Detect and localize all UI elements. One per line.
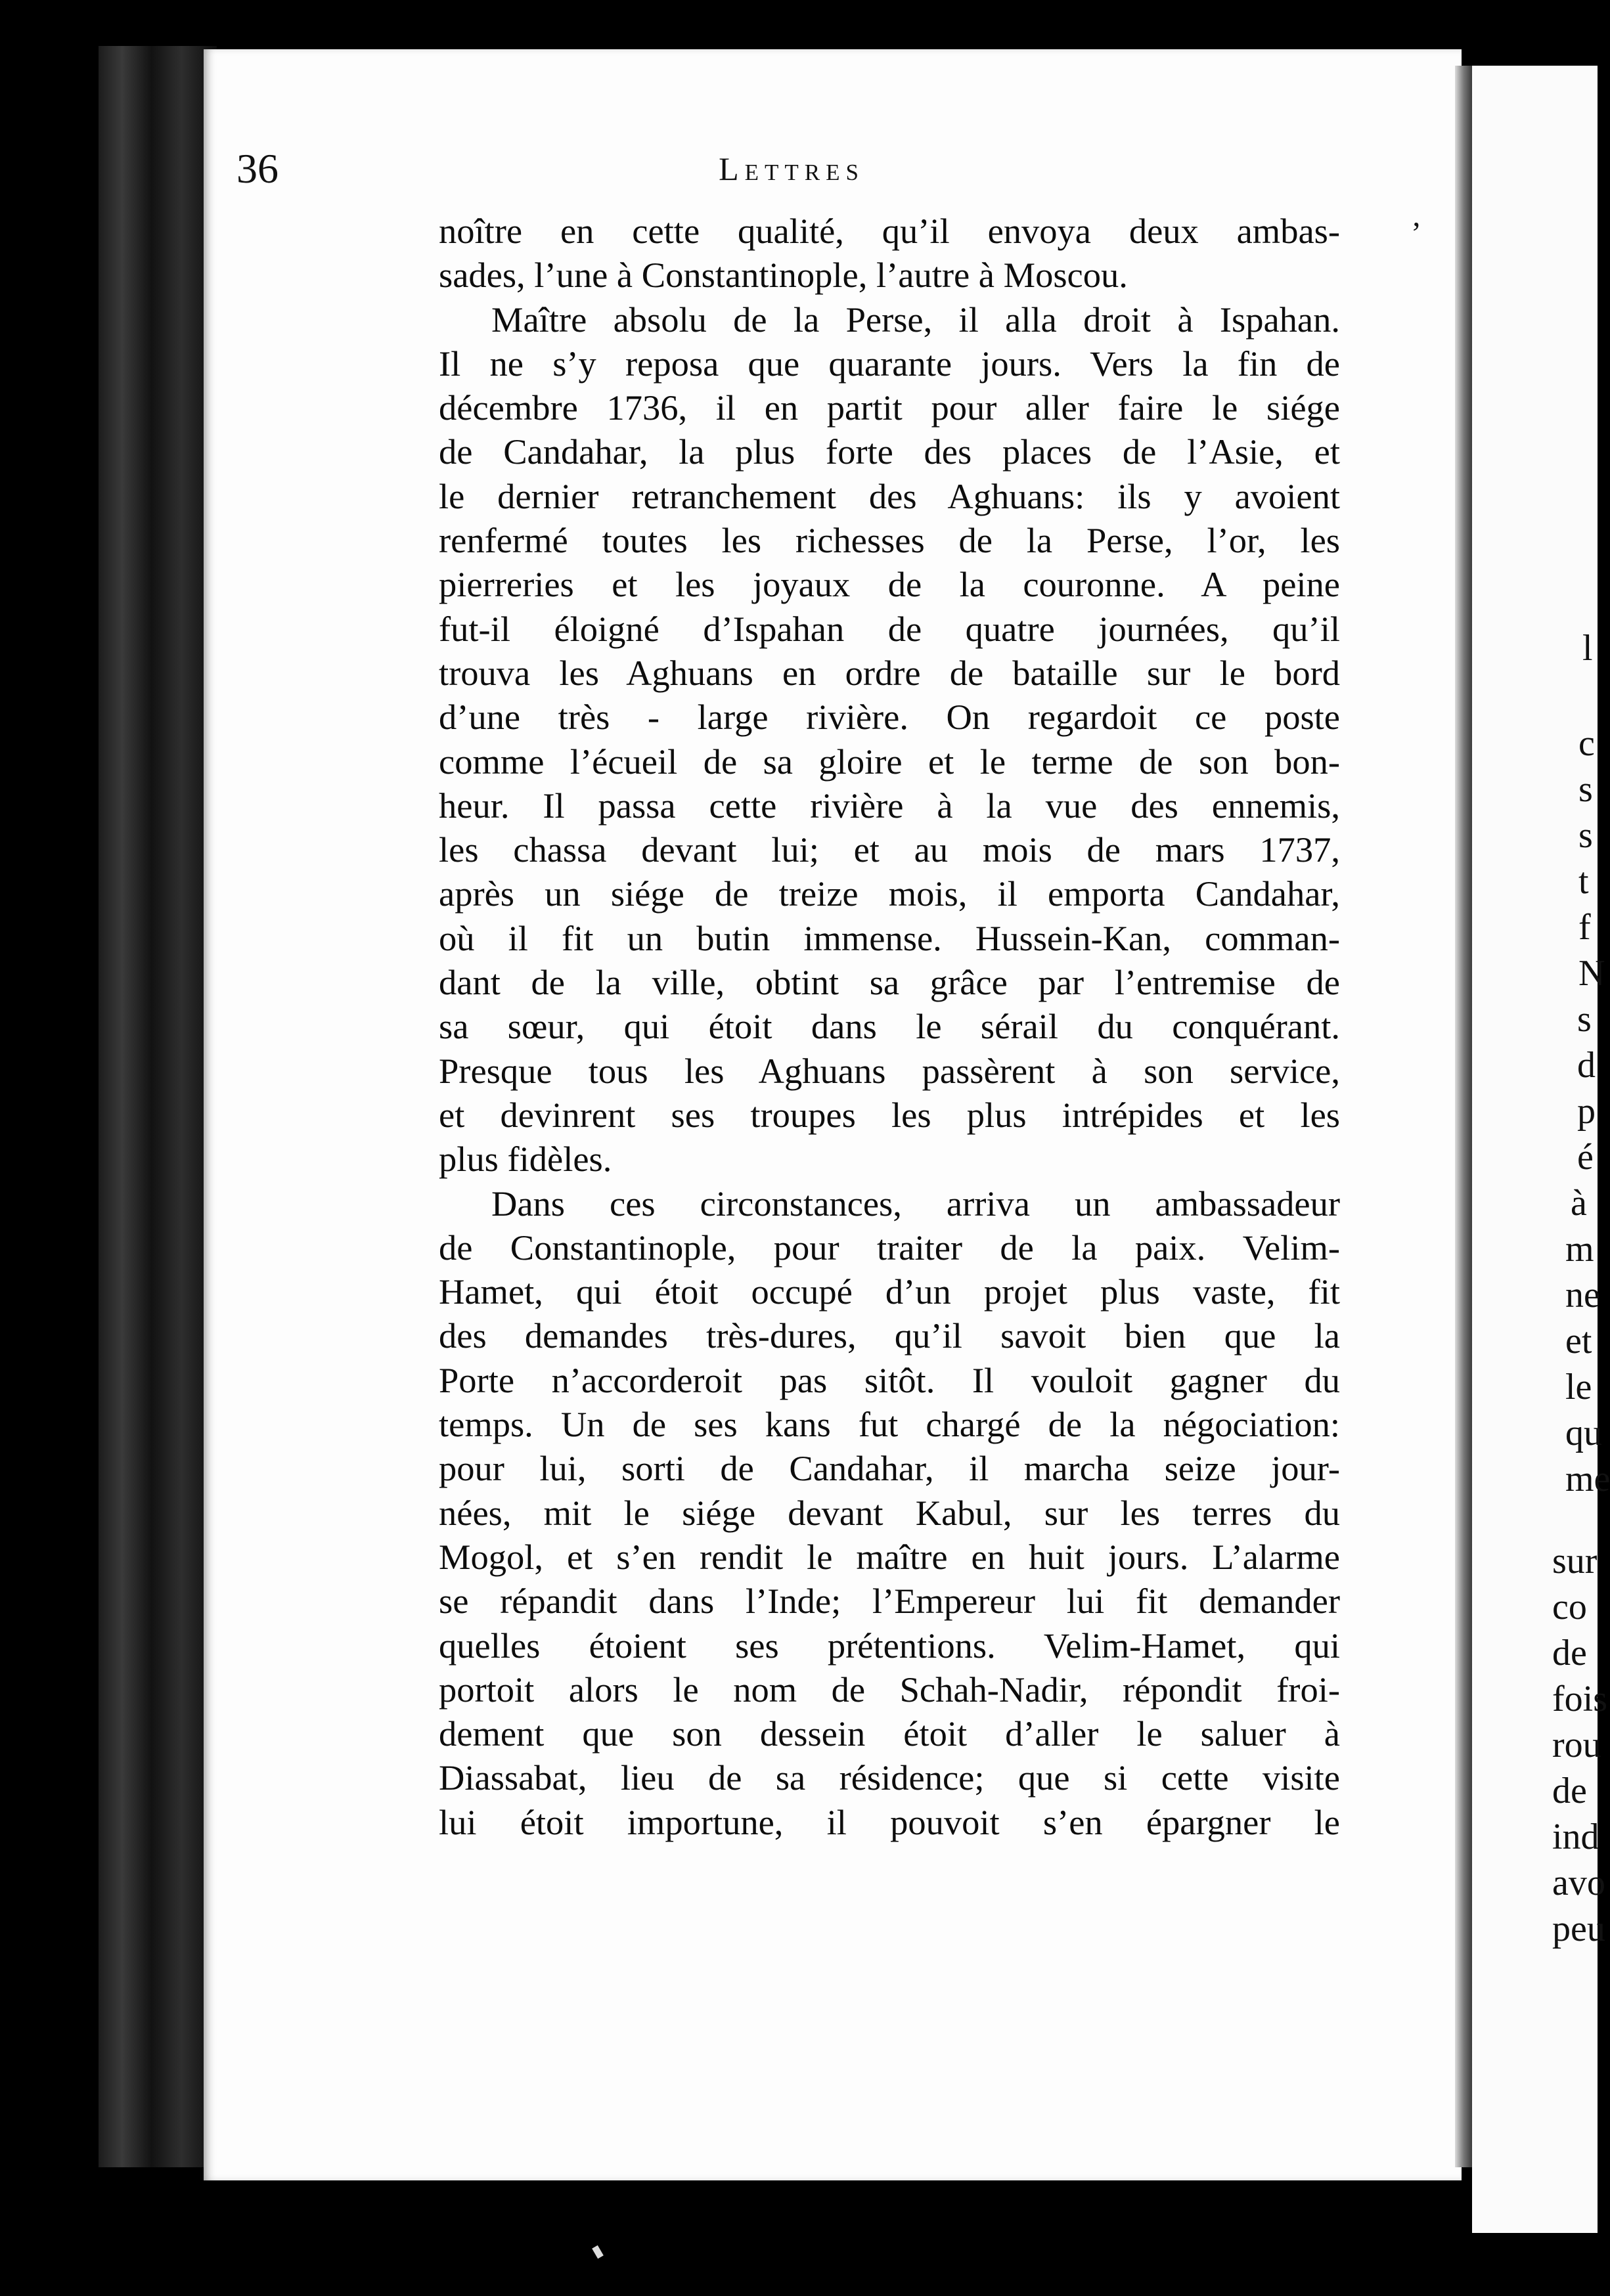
facing-fragment: me (1565, 1459, 1610, 1499)
text-line: dement que son dessein étoit d’aller le saluer à (439, 1713, 1340, 1754)
facing-fragment: f (1578, 907, 1591, 948)
text-line: Mogol, et s’en rendit le maître en huit jours. L’alarme (439, 1536, 1340, 1577)
text-line: pierreries et les joyaux de la couronne. A peine (439, 564, 1340, 605)
facing-fragment: avo (1552, 1863, 1605, 1903)
facing-fragment: de (1552, 1771, 1587, 1811)
facing-fragment: l (1582, 628, 1593, 669)
facing-fragment: d (1577, 1045, 1596, 1086)
text-line: sa sœur, qui étoit dans le sérail du conquérant. (439, 1006, 1340, 1047)
facing-fragment: à (1571, 1183, 1587, 1224)
body-text (439, 209, 1340, 1844)
text-line: nées, mit le siége devant Kabul, sur les terres du (439, 1492, 1340, 1533)
facing-fragment: s (1578, 815, 1593, 856)
facing-fragment: ind (1552, 1817, 1599, 1857)
facing-page (1472, 66, 1610, 2233)
text-line: comme l’écueil de sa gloire et le terme de son bon- (439, 741, 1340, 782)
text-line: des demandes très-dures, qu’il savoit bien que la (439, 1315, 1340, 1356)
page-number: 36 (236, 145, 279, 192)
running-title: Lettres (719, 150, 864, 187)
facing-fragment: peu (1552, 1909, 1605, 1949)
text-line: sades, l’une à Constantinople, l’autre à Moscou. (439, 255, 1128, 296)
facing-fragment: sur (1552, 1541, 1598, 1581)
facing-fragment: ne (1565, 1275, 1600, 1315)
facing-fragment: t (1578, 861, 1589, 902)
facing-fragment: co (1552, 1587, 1587, 1627)
text-line: temps. Un de ses kans fut chargé de la négociation: (439, 1404, 1340, 1445)
text-line: Dans ces circonstances, arriva un ambassadeur (491, 1183, 1340, 1224)
stray-mark: ʼ (1411, 216, 1421, 251)
text-line: plus fidèles. (439, 1139, 612, 1180)
text-line: décembre 1736, il en partit pour aller faire le siége (439, 387, 1340, 428)
book-spine-edge (99, 46, 217, 2167)
text-line: Diassabat, lieu de sa résidence; que si cette visite (439, 1757, 1340, 1798)
text-line: les chassa devant lui; et au mois de mars 1737, (439, 829, 1340, 870)
text-line: dant de la ville, obtint sa grâce par l’entremise de (439, 962, 1340, 1003)
facing-fragment: fois (1552, 1679, 1607, 1719)
facing-fragment: p (1577, 1091, 1596, 1132)
facing-fragment: c (1578, 723, 1595, 764)
text-line: d’une très - large rivière. On regardoit ce poste (439, 697, 1340, 738)
text-line: quelles étoient ses prétentions. Velim-Hamet, qui (439, 1625, 1340, 1666)
facing-fragment: de (1552, 1633, 1587, 1673)
text-line: de Candahar, la plus forte des places de l’Asie, et (439, 431, 1340, 472)
text-line: lui étoit importune, il pouvoit s’en épargner le (439, 1801, 1340, 1842)
facing-fragment: qu (1565, 1413, 1602, 1453)
page-edge-shadow (1455, 66, 1472, 2167)
facing-fragment: s (1578, 769, 1593, 810)
text-line: pour lui, sorti de Candahar, il marcha seize jour- (439, 1448, 1340, 1489)
text-line: Il ne s’y reposa que quarante jours. Vers la fin de (439, 343, 1340, 384)
text-line: Presque tous les Aghuans passèrent à son service, (439, 1050, 1340, 1091)
facing-fragment: et (1565, 1321, 1592, 1361)
facing-fragment: é (1577, 1137, 1594, 1178)
text-line: fut-il éloigné d’Ispahan de quatre journées, qu’il (439, 608, 1340, 649)
text-line: Maître absolu de la Perse, il alla droit à Ispahan. (491, 299, 1340, 340)
text-line: après un siége de treize mois, il emporta Candahar, (439, 873, 1340, 914)
text-line: portoit alors le nom de Schah-Nadir, répondit froi- (439, 1669, 1340, 1710)
text-line: se répandit dans l’Inde; l’Empereur lui fit demander (439, 1581, 1340, 1622)
text-line: Porte n’accorderoit pas sitôt. Il vouloit gagner du (439, 1359, 1340, 1400)
text-line: heur. Il passa cette rivière à la vue des ennemis, (439, 785, 1340, 826)
text-line: renfermé toutes les richesses de la Perse, l’or, les (439, 520, 1340, 561)
text-line: trouva les Aghuans en ordre de bataille sur le bord (439, 652, 1340, 693)
text-line: où il fit un butin immense. Hussein-Kan, comman- (439, 917, 1340, 958)
text-line: noître en cette qualité, qu’il envoya deux ambas- (439, 211, 1340, 251)
scan-speck (592, 2245, 604, 2259)
text-line: le dernier retranchement des Aghuans: ils y avoient (439, 475, 1340, 516)
facing-fragment: le (1565, 1367, 1592, 1407)
text-line: de Constantinople, pour traiter de la paix. Velim- (439, 1227, 1340, 1268)
facing-fragment: N (1578, 953, 1605, 994)
text-line: Hamet, qui étoit occupé d’un projet plus vaste, fit (439, 1271, 1340, 1312)
page-header (236, 144, 1347, 197)
facing-fragment: rou (1552, 1725, 1601, 1765)
facing-fragment: s (1577, 999, 1592, 1040)
facing-fragment: m (1565, 1229, 1594, 1269)
text-line: et devinrent ses troupes les plus intrépides et les (439, 1094, 1340, 1135)
